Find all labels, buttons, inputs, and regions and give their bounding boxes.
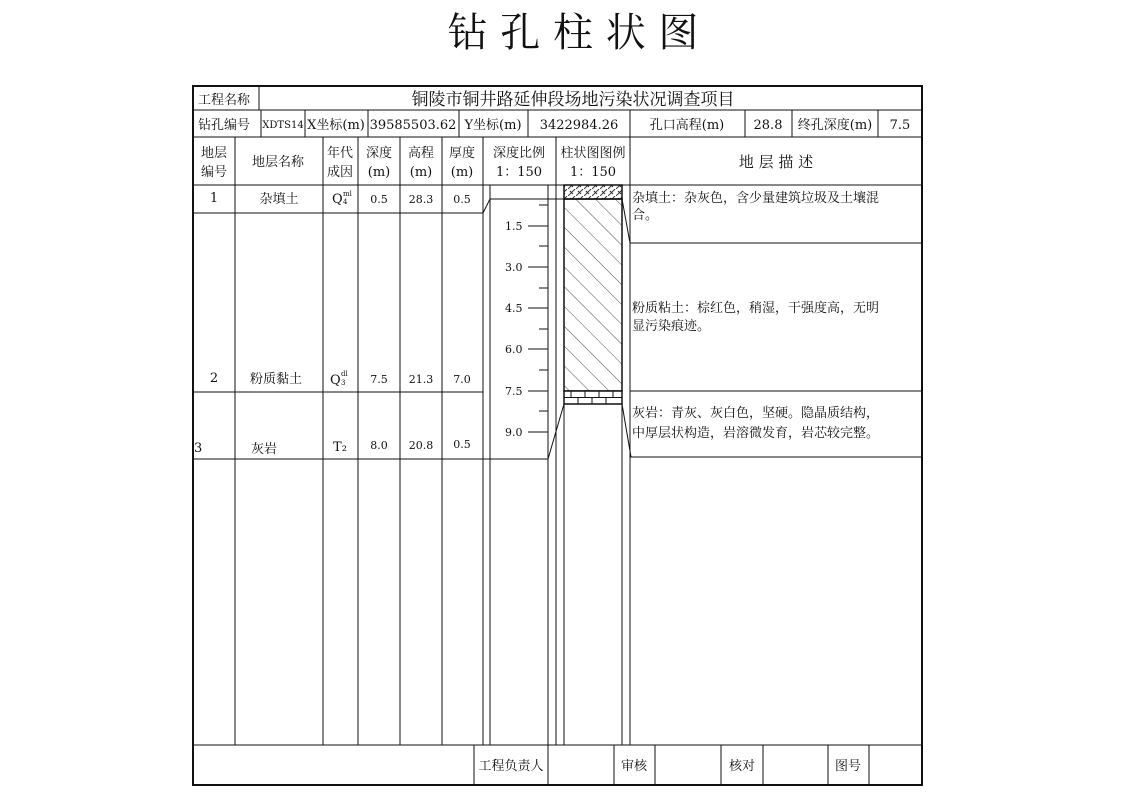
header-legend-scale: 柱状图图例 [560, 146, 626, 161]
header-layer-no: 编号 [200, 165, 228, 180]
svg-text:4: 4 [343, 198, 348, 206]
final-depth: 7.5 [889, 118, 911, 133]
header-layer-no: 地层 [200, 146, 228, 161]
svg-text:灰岩: 灰岩 [250, 442, 278, 457]
svg-text:0.5: 0.5 [453, 438, 471, 451]
svg-text:1: 1 [209, 191, 219, 206]
x-coord-label: X坐标(m) [307, 118, 365, 133]
svg-text:粉质黏土: 粉质黏土 [249, 372, 303, 387]
layer-description: 灰岩：青灰、灰白色，坚硬。隐晶质结构， [632, 406, 880, 421]
svg-text:21.3: 21.3 [408, 373, 434, 386]
signature-footer [478, 758, 861, 774]
svg-text:杂填土: 杂填土 [259, 192, 299, 207]
sheet-title: 钻 孔 柱 状 图 [447, 10, 699, 56]
header-depth-scale: 深度比例 [492, 146, 546, 161]
borehole-id: XDTS14 [262, 120, 304, 131]
drawing-no-label: 图号 [834, 759, 862, 774]
elevation-label: 孔口高程(m) [649, 118, 725, 133]
header-thickness: (m) [450, 165, 474, 180]
borehole-id-label: 钻孔编号 [198, 118, 251, 133]
svg-text:8.0: 8.0 [370, 439, 388, 452]
header-description: 地 层 描 述 [738, 153, 814, 171]
layer-description: 中厚层状构造，岩溶微发育，岩芯较完整。 [632, 426, 880, 441]
manager-label: 工程负责人 [478, 759, 544, 774]
header-age: 成因 [326, 165, 354, 180]
svg-text:2: 2 [209, 371, 219, 386]
layer-row [210, 370, 471, 388]
header-depth: (m) [367, 165, 391, 180]
tick-label: 4.5 [505, 302, 523, 315]
check-label: 核对 [728, 759, 756, 774]
svg-text:7.5: 7.5 [370, 373, 388, 386]
svg-text:28.3: 28.3 [408, 193, 434, 206]
elevation: 28.8 [753, 118, 783, 133]
svg-text:0.5: 0.5 [370, 193, 388, 206]
y-coord: 3422984.26 [539, 118, 619, 133]
svg-text:ml: ml [343, 190, 352, 198]
y-coord-label: Y坐标(m) [464, 118, 522, 133]
layer-description: 显污染痕迹。 [632, 319, 711, 334]
header-depth-scale: 1：150 [495, 165, 543, 180]
header-thickness: 厚度 [448, 146, 476, 161]
svg-text:Q: Q [332, 192, 343, 207]
project-label: 工程名称 [198, 93, 251, 108]
layer-row [210, 190, 471, 207]
header-depth: 深度 [365, 146, 393, 161]
tick-label: 6.0 [505, 343, 523, 356]
header-layer-name: 地层名称 [251, 155, 305, 170]
final-depth-label: 终孔深度(m) [797, 118, 873, 133]
layer-row [194, 438, 471, 457]
layer-description: 粉质粘土：棕红色，稍湿，干强度高，无明 [632, 301, 880, 316]
svg-text:3: 3 [194, 441, 203, 456]
project-name: 铜陵市铜井路延伸段场地污染状况调查项目 [411, 90, 735, 110]
layer-description: 合。 [632, 208, 659, 223]
layer-description: 杂填土：杂灰色，含少量建筑垃圾及土壤混 [632, 191, 880, 206]
tick-label: 1.5 [505, 220, 523, 233]
review-label: 审核 [620, 759, 648, 774]
svg-text:dl: dl [341, 370, 348, 378]
svg-text:20.8: 20.8 [408, 439, 434, 452]
tick-label: 9.0 [505, 426, 523, 439]
tick-label: 3.0 [505, 261, 523, 274]
silty-clay-pattern [564, 199, 622, 391]
layer-descriptions [632, 190, 879, 441]
svg-text:0.5: 0.5 [453, 193, 471, 206]
header-elevation: 高程 [407, 146, 435, 161]
depth-scale [505, 205, 548, 439]
column-headers [201, 145, 813, 180]
tick-label: 7.5 [505, 385, 523, 398]
header-elevation: (m) [409, 165, 433, 180]
svg-text:T₂: T₂ [333, 440, 347, 455]
fill-soil-pattern [564, 185, 622, 199]
limestone-pattern [564, 391, 622, 404]
svg-text:Q: Q [330, 373, 341, 388]
header-age: 年代 [326, 146, 354, 161]
svg-text:7.0: 7.0 [453, 373, 471, 386]
header-legend-scale: 1：150 [569, 165, 617, 180]
svg-text:3: 3 [341, 379, 346, 387]
x-coord: 39585503.62 [369, 118, 457, 133]
